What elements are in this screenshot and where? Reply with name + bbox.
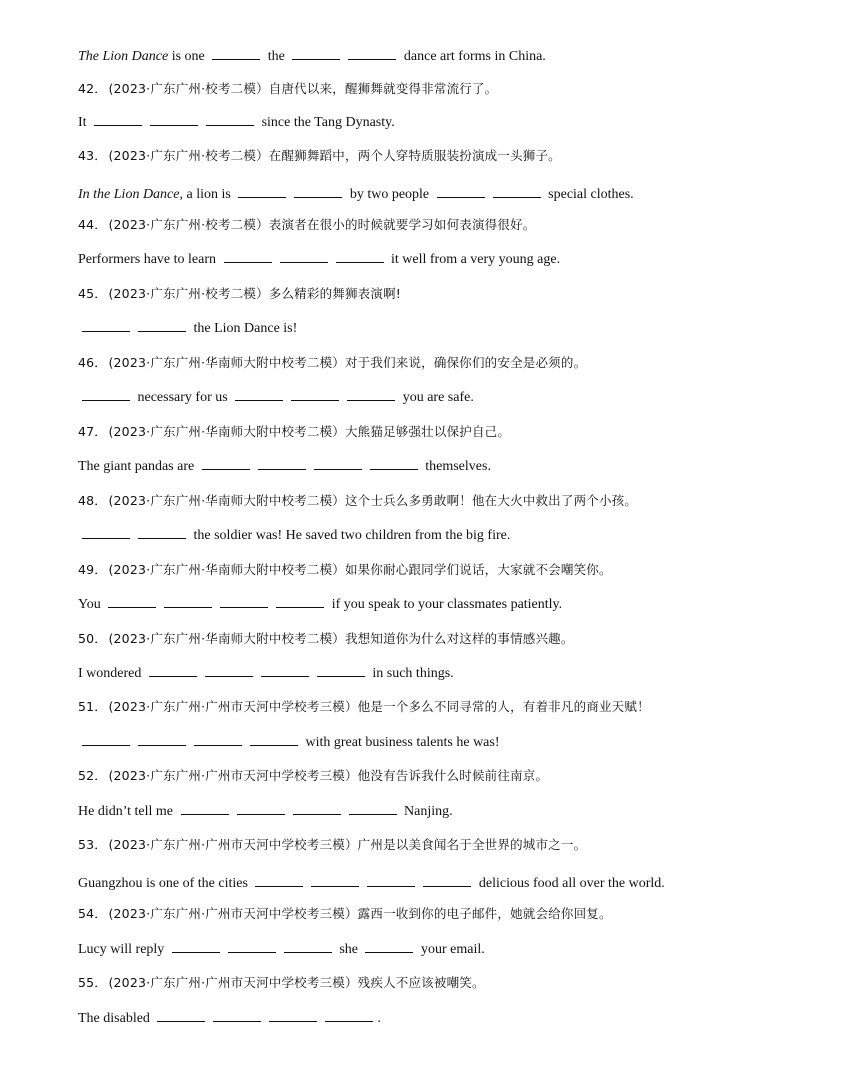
answer-text: Performers have to learn [78, 252, 220, 267]
answer-line [78, 388, 840, 407]
answer-line [78, 47, 840, 66]
answer-blank[interactable] [258, 457, 306, 470]
answer-blank[interactable] [276, 595, 324, 608]
answer-text: if you speak to your classmates patiently. [328, 597, 563, 612]
answer-blank[interactable] [138, 526, 186, 539]
question-prompt: 44． (2023·广东广州·校考二模）表演者在很小的时候就要学习如何表演得很好。 [78, 217, 536, 232]
answer-line [78, 802, 840, 821]
answer-text: delicious food all over the world. [475, 876, 665, 891]
answer-text: It [78, 115, 91, 130]
answer-blank[interactable] [370, 457, 418, 470]
answer-blank[interactable] [235, 388, 283, 401]
answer-blank[interactable] [149, 664, 197, 677]
answer-text: the soldier was! He saved two children from the big fire. [190, 528, 511, 543]
answer-text: The giant pandas are [78, 459, 198, 474]
question-prompt: 53． (2023·广东广州·广州市天河中学校考三模）广州是以美食闻名于全世界的城市之一。 [78, 837, 587, 852]
answer-text: themselves. [421, 459, 491, 474]
answer-text: dance art forms in China. [400, 49, 546, 64]
question-prompt: 48． (2023·广东广州·华南师大附中校考二模）这个士兵么多勇敢啊！他在大火中救出了两个小孩。 [78, 493, 638, 508]
answer-blank[interactable] [157, 1009, 205, 1022]
question-prompt: 46． (2023·广东广州·华南师大附中校考二模）对于我们来说，确保你们的安全是必须的。 [78, 355, 587, 370]
answer-blank[interactable] [150, 113, 198, 126]
answer-blank[interactable] [224, 250, 272, 263]
answer-text: since the Tang Dynasty. [258, 115, 395, 130]
answer-text: in such things. [368, 666, 454, 681]
answer-blank[interactable] [213, 1009, 261, 1022]
answer-line [78, 319, 840, 338]
answer-blank[interactable] [82, 319, 130, 332]
answer-text: You [78, 597, 105, 612]
answer-line [78, 250, 840, 269]
answer-text: In the Lion Dance [78, 187, 180, 202]
answer-blank[interactable] [164, 595, 212, 608]
answer-line [78, 1009, 840, 1028]
answer-blank[interactable] [280, 250, 328, 263]
answer-blank[interactable] [294, 185, 342, 198]
answer-blank[interactable] [237, 802, 285, 815]
answer-blank[interactable] [349, 802, 397, 815]
question-prompt: 49． (2023·广东广州·华南师大附中校考二模）如果你耐心跟同学们说话，大家就不会嘲笑你。 [78, 562, 612, 577]
answer-text: He didn’t tell me [78, 804, 177, 819]
answer-blank[interactable] [108, 595, 156, 608]
answer-blank[interactable] [172, 940, 220, 953]
answer-text: the [264, 49, 289, 64]
answer-blank[interactable] [336, 250, 384, 263]
answer-blank[interactable] [348, 47, 396, 60]
answer-blank[interactable] [138, 319, 186, 332]
answer-blank[interactable] [347, 388, 395, 401]
answer-line [78, 940, 840, 959]
answer-text: the Lion Dance is! [190, 321, 298, 336]
question-prompt: 52． (2023·广东广州·广州市天河中学校考三模）他没有告诉我什么时候前往南京。 [78, 768, 549, 783]
question-prompt: 47． (2023·广东广州·华南师大附中校考二模）大熊猫足够强壮以保护自己。 [78, 424, 511, 439]
answer-blank[interactable] [293, 802, 341, 815]
answer-text: I wondered [78, 666, 145, 681]
answer-blank[interactable] [317, 664, 365, 677]
answer-line [78, 595, 840, 614]
answer-text: by two people [346, 187, 433, 202]
answer-blank[interactable] [493, 185, 541, 198]
answer-blank[interactable] [194, 733, 242, 746]
answer-blank[interactable] [261, 664, 309, 677]
answer-text: Nanjing. [400, 804, 453, 819]
answer-blank[interactable] [311, 874, 359, 887]
answer-text: The disabled [78, 1011, 154, 1026]
answer-text: she [335, 942, 362, 957]
answer-text: The Lion Dance [78, 49, 169, 64]
answer-blank[interactable] [367, 874, 415, 887]
answer-blank[interactable] [202, 457, 250, 470]
answer-line [78, 733, 840, 752]
answer-line [78, 664, 840, 683]
answer-line [78, 526, 840, 545]
answer-text: necessary for us [134, 390, 232, 405]
answer-blank[interactable] [269, 1009, 317, 1022]
answer-blank[interactable] [181, 802, 229, 815]
answer-blank[interactable] [82, 388, 130, 401]
answer-blank[interactable] [220, 595, 268, 608]
answer-line [78, 874, 840, 893]
answer-text: Lucy will reply [78, 942, 168, 957]
question-prompt: 50． (2023·广东广州·华南师大附中校考二模）我想知道你为什么对这样的事情感兴趣。 [78, 631, 574, 646]
question-prompt: 45． (2023·广东广州·校考二模）多么精彩的舞狮表演啊! [78, 286, 401, 301]
answer-line [78, 457, 840, 476]
answer-blank[interactable] [205, 664, 253, 677]
answer-text: . [377, 1011, 381, 1026]
answer-blank[interactable] [138, 733, 186, 746]
answer-text: you are safe. [399, 390, 474, 405]
answer-blank[interactable] [284, 940, 332, 953]
answer-blank[interactable] [423, 874, 471, 887]
answer-text: your email. [417, 942, 485, 957]
answer-blank[interactable] [314, 457, 362, 470]
answer-blank[interactable] [255, 874, 303, 887]
answer-text: with great business talents he was! [302, 735, 500, 750]
answer-text: it well from a very young age. [387, 252, 561, 267]
question-prompt: 55． (2023·广东广州·广州市天河中学校考三模）残疾人不应该被嘲笑。 [78, 975, 485, 990]
question-prompt: 43． (2023·广东广州·校考二模）在醒狮舞蹈中，两个人穿特质服装扮演成一头狮子。 [78, 148, 561, 163]
answer-blank[interactable] [82, 526, 130, 539]
answer-text: Guangzhou is one of the cities [78, 876, 252, 891]
answer-text: , a lion is [179, 187, 235, 202]
question-prompt: 51． (2023·广东广州·广州市天河中学校考三模）他是一个多么不同寻常的人，有着非凡的商业天赋！ [78, 699, 650, 714]
answer-blank[interactable] [94, 113, 142, 126]
answer-blank[interactable] [292, 47, 340, 60]
answer-blank[interactable] [365, 940, 413, 953]
question-prompt: 54． (2023·广东广州·广州市天河中学校考三模）露西一收到你的电子邮件，她就会给你回复。 [78, 906, 612, 921]
answer-blank[interactable] [325, 1009, 373, 1022]
answer-blank[interactable] [82, 733, 130, 746]
answer-blank[interactable] [238, 185, 286, 198]
answer-blank[interactable] [437, 185, 485, 198]
answer-blank[interactable] [228, 940, 276, 953]
answer-blank[interactable] [206, 113, 254, 126]
question-prompt: 42． (2023·广东广州·校考二模）自唐代以来，醒狮舞就变得非常流行了。 [78, 81, 498, 96]
answer-line [78, 185, 840, 204]
answer-blank[interactable] [291, 388, 339, 401]
answer-blank[interactable] [212, 47, 260, 60]
answer-line [78, 113, 840, 132]
answer-text: is one [168, 49, 209, 64]
answer-blank[interactable] [250, 733, 298, 746]
answer-text: special clothes. [544, 187, 634, 202]
